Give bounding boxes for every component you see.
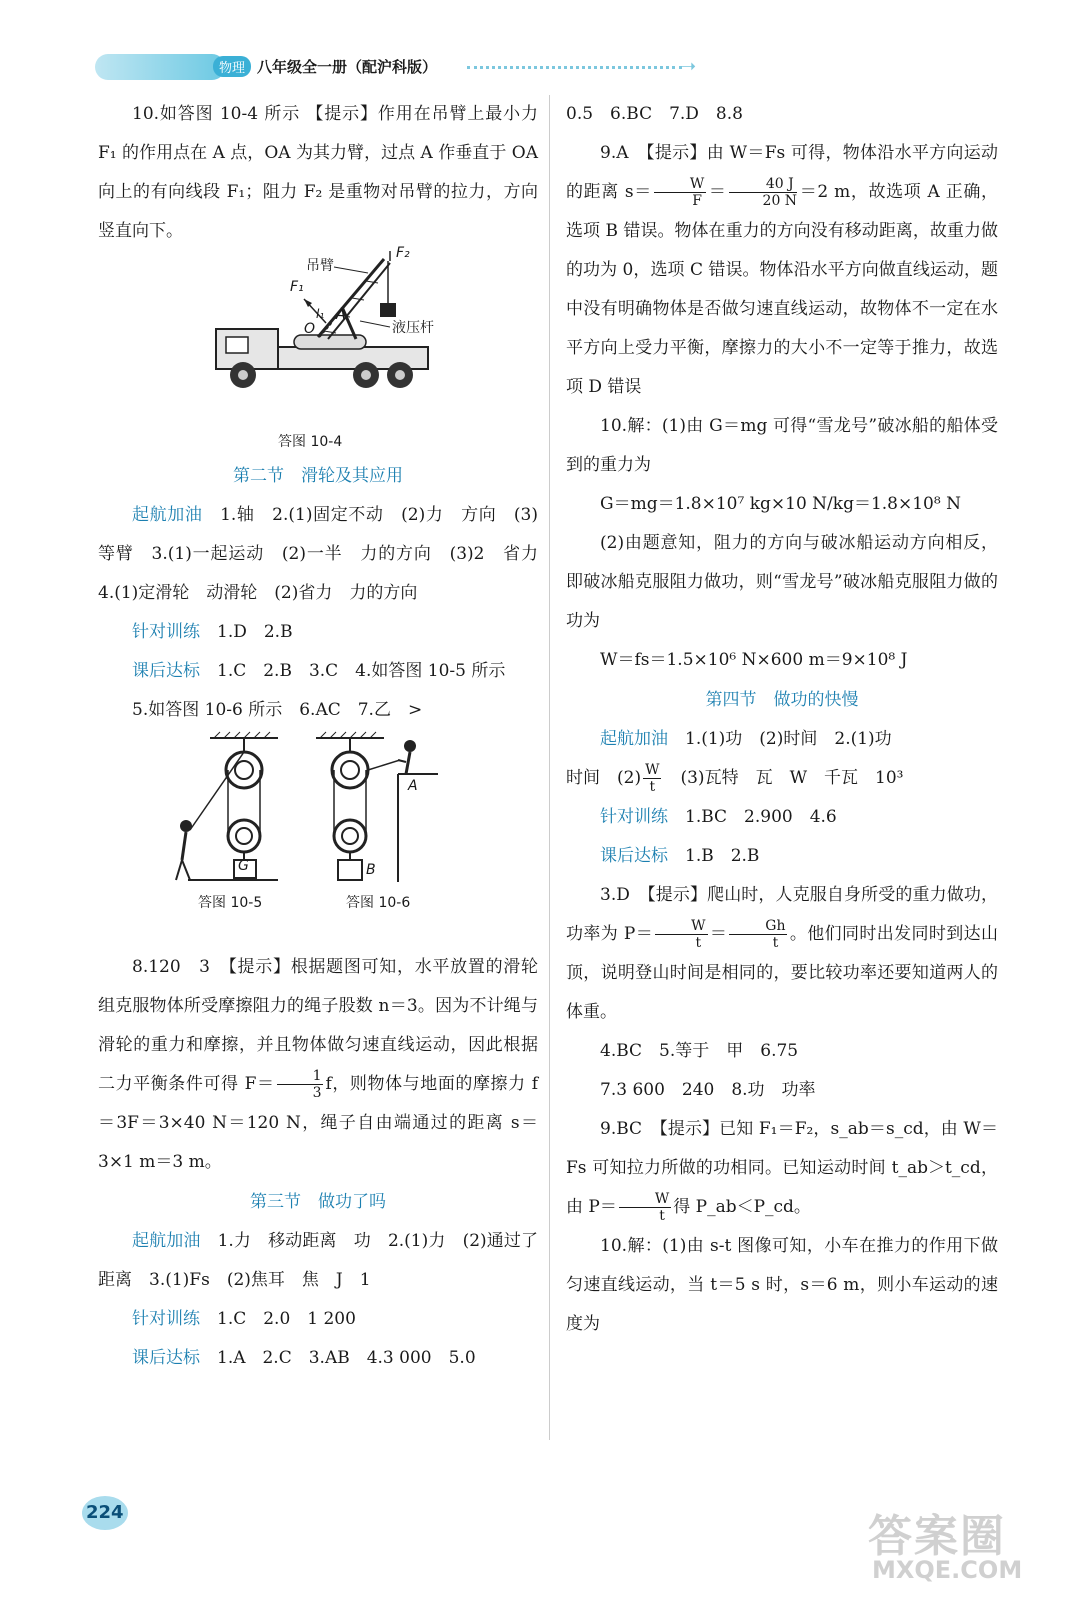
answer-9-work bbox=[566, 134, 998, 407]
homework-answers: 1.B 2.B bbox=[685, 846, 760, 866]
frac-den: 3 bbox=[312, 1085, 322, 1101]
formula-gravity: G＝mg＝1.8×10⁷ kg×10 N/kg＝1.8×10⁸ N bbox=[600, 494, 961, 514]
answer-3-climbing bbox=[566, 876, 998, 1032]
frac-num: 40 J bbox=[729, 176, 798, 193]
answer-9-power bbox=[566, 1110, 998, 1227]
fraction-w-over-f bbox=[654, 176, 706, 209]
header-dotted-line bbox=[467, 66, 682, 69]
answer-3-part1: 3.D 【提示】爬山时，人克服自身所受的重力做功，功率为 P＝ bbox=[566, 885, 998, 944]
warmup-cont-part2: (3)瓦特 瓦 W 千瓦 10³ bbox=[663, 768, 904, 788]
frac-num: 1 bbox=[277, 1068, 324, 1085]
book-title: 八年级全一册（配沪科版） bbox=[257, 58, 438, 76]
label-l1: l₁ bbox=[316, 307, 325, 321]
answers-continued: 0.5 6.BC 7.D 8.8 bbox=[566, 104, 743, 124]
crane-truck-diagram bbox=[98, 251, 538, 419]
label-boom: 吊臂 bbox=[306, 258, 334, 274]
page-header bbox=[95, 48, 695, 88]
answer-8-part2: f，则物体与地面的摩擦力 f＝3F＝3×40 N＝120 N，绳子自由端通过的距离 s＝3×1 m＝3 m。 bbox=[98, 1074, 538, 1172]
header-ribbon bbox=[95, 54, 225, 80]
answer-10-part2: (2)由题意知，阻力的方向与破冰船运动方向相反，即破冰船克服阻力做功，则“雪龙号”破冰船克服阻力做的功为 bbox=[566, 533, 998, 631]
section-2-practice bbox=[98, 613, 538, 652]
left-column bbox=[98, 95, 555, 1378]
practice-answers: 1.C 2.0 1 200 bbox=[217, 1309, 356, 1329]
watermark-logo: 答案圈 bbox=[868, 1511, 1006, 1562]
frac-den: t bbox=[649, 779, 656, 795]
section-2-homework-cont: 5.如答图 10-6 所示 6.AC 7.乙 > bbox=[132, 700, 423, 720]
answer-9-part2: ＝2 m，故选项 A 正确，选项 B 错误。物体在重力的方向没有移动距离，故重力做的功为 0，选项 C 错误。物体沿水平方向做直线运动，题中没有明确物体是否做匀速直线运动，故物体不一定在水平方向上受力平衡，摩擦力的大小不一定等于推力，故选项 D 错误 bbox=[566, 182, 998, 397]
answer-10-crane: 10.如答图 10-4 所示 【提示】作用在吊臂上最小力 F₁ 的作用点在 A 点，OA 为其力臂，过点 A 作垂直于 OA 向上的有向线段 F₁；阻力 F₂ 是重物对吊臂的拉力，方向竖直向下。 bbox=[98, 104, 538, 241]
watermark-url: MXQE.COM bbox=[872, 1556, 1023, 1584]
frac-den: F bbox=[692, 193, 702, 209]
section-2-title: 第二节 滑轮及其应用 bbox=[233, 466, 403, 486]
label-b: B bbox=[366, 862, 376, 878]
subject-badge: 物理 bbox=[213, 56, 251, 77]
label-a-platform: A bbox=[408, 778, 418, 794]
answers-7-8: 7.3 600 240 8.功 功率 bbox=[600, 1080, 816, 1100]
caption-10-6: 答图 10-6 bbox=[346, 895, 411, 911]
frac-den: t bbox=[772, 935, 779, 951]
practice-label: 针对训练 bbox=[600, 807, 668, 827]
answer-9-power-part2: 得 P_ab＜P_cd。 bbox=[673, 1197, 811, 1217]
section-3-title: 第三节 做功了吗 bbox=[250, 1192, 386, 1212]
homework-answers: 1.A 2.C 3.AB 4.3 000 5.0 bbox=[217, 1348, 476, 1368]
warmup-cont-part1: 时间 (2) bbox=[566, 768, 642, 788]
equals-sign: ＝ bbox=[708, 182, 727, 202]
figure-10-4 bbox=[98, 245, 538, 456]
fraction-w-over-t bbox=[643, 762, 661, 795]
section-4-homework bbox=[566, 837, 998, 876]
label-o: O bbox=[304, 321, 316, 337]
fraction-40j-over-20n bbox=[729, 176, 798, 209]
answer-3-part2: 。他们同时出发同时到达山顶，说明登山时间是相同的，要比较功率还要知道两人的体重。 bbox=[566, 924, 999, 1022]
right-column bbox=[566, 95, 998, 1344]
warmup-label: 起航加油 bbox=[600, 729, 668, 749]
section-4-practice bbox=[566, 798, 998, 837]
figures-10-5-10-6 bbox=[98, 730, 538, 948]
answer-9-part1: 9.A 【提示】由 W＝Fs 可得，物体沿水平方向运动的距离 s＝ bbox=[566, 143, 998, 202]
frac-den: t bbox=[695, 935, 702, 951]
warmup-answers: 1.(1)功 (2)时间 2.(1)功 bbox=[685, 729, 892, 749]
warmup-label: 起航加油 bbox=[132, 1231, 201, 1251]
homework-label: 课后达标 bbox=[600, 846, 668, 866]
label-f1: F₁ bbox=[290, 279, 304, 295]
warmup-answers: 1.力 移动距离 功 2.(1)力 (2)通过了距离 3.(1)Fs (2)焦耳 焦 J 1 bbox=[98, 1231, 539, 1290]
answer-8-pulley bbox=[98, 948, 538, 1182]
frac-num: W bbox=[654, 176, 706, 193]
equals-sign: ＝ bbox=[709, 924, 728, 944]
homework-answers: 1.C 2.B 3.C 4.如答图 10-5 所示 bbox=[217, 661, 506, 681]
practice-label: 针对训练 bbox=[132, 1309, 200, 1329]
practice-label: 针对训练 bbox=[132, 622, 200, 642]
section-3-warmup bbox=[98, 1222, 538, 1300]
section-4-warmup bbox=[566, 720, 998, 759]
frac-num: W bbox=[655, 918, 707, 935]
section-4-title: 第四节 做功的快慢 bbox=[705, 690, 859, 710]
label-hydraulic-rod: 液压杆 bbox=[392, 320, 434, 336]
label-a: A bbox=[336, 307, 346, 323]
warmup-answers: 1.轴 2.(1)固定不动 (2)力 方向 (3)等臂 3.(1)一起运动 (2)一半 力的方向 (3)2 省力 4.(1)定滑轮 动滑轮 (2)省力 力的方向 bbox=[98, 505, 555, 603]
frac-num: Gh bbox=[729, 918, 787, 935]
section-2-homework bbox=[98, 652, 538, 691]
label-f2: F₂ bbox=[396, 245, 410, 261]
caption-10-4: 答图 10-4 bbox=[278, 434, 343, 450]
page-number-text: 224 bbox=[86, 1502, 124, 1523]
section-4-warmup-cont bbox=[566, 759, 998, 798]
frac-num: W bbox=[619, 1191, 671, 1208]
answer-10-car: 10.解：(1)由 s-t 图像可知，小车在推力的作用下做匀速直线运动，当 t＝5 s 时，s＝6 m，则小车运动的速度为 bbox=[566, 1236, 998, 1334]
homework-label: 课后达标 bbox=[132, 661, 200, 681]
warmup-label: 起航加油 bbox=[132, 505, 203, 525]
formula-work: W＝fs＝1.5×10⁶ N×600 m＝9×10⁸ J bbox=[600, 650, 908, 670]
fraction-one-third bbox=[277, 1068, 324, 1101]
answers-4-6: 4.BC 5.等于 甲 6.75 bbox=[600, 1041, 799, 1061]
section-3-homework bbox=[98, 1339, 538, 1378]
answer-9-power-part1: 9.BC 【提示】已知 F₁＝F₂，s_ab＝s_cd，由 W＝Fs 可知拉力所做的功相同。已知运动时间 t_ab＞t_cd，由 P＝ bbox=[566, 1119, 998, 1217]
caption-10-5: 答图 10-5 bbox=[198, 895, 263, 911]
column-divider bbox=[549, 95, 550, 1440]
fraction-gh-over-t bbox=[729, 918, 787, 951]
answer-8-part1: 8.120 3 【提示】根据题图可知，水平放置的滑轮组克服物体所受摩擦阻力的绳子股数 n＝3。因为不计绳与滑轮的重力和摩擦，并且物体做匀速直线运动，因此根据二力平衡条件可得 F＝ bbox=[98, 957, 538, 1094]
frac-den: 20 N bbox=[762, 193, 798, 209]
section-3-practice bbox=[98, 1300, 538, 1339]
pulley-diagrams bbox=[98, 730, 538, 920]
fraction-w-over-t bbox=[655, 918, 707, 951]
frac-den: t bbox=[659, 1208, 665, 1224]
fraction-w-over-t bbox=[619, 1191, 671, 1224]
label-g: G bbox=[238, 858, 249, 874]
practice-answers: 1.BC 2.900 4.6 bbox=[685, 807, 837, 827]
section-2-warmup bbox=[98, 496, 555, 613]
page-number bbox=[82, 1490, 152, 1534]
frac-num: W bbox=[645, 762, 660, 778]
homework-label: 课后达标 bbox=[132, 1348, 200, 1368]
arrow-right-icon: ➝ bbox=[681, 56, 697, 77]
answer-10-icebreaker: 10.解：(1)由 G＝mg 可得“雪龙号”破冰船的船体受到的重力为 bbox=[566, 416, 998, 475]
practice-answers: 1.D 2.B bbox=[217, 622, 293, 642]
